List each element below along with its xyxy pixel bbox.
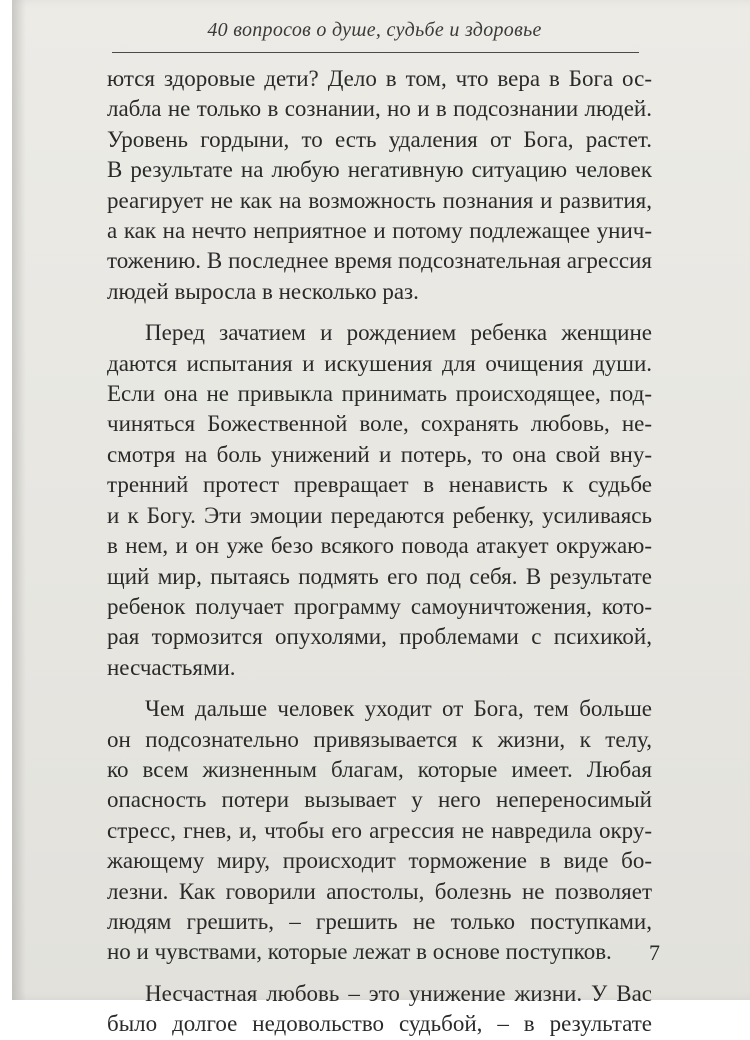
paragraph-2 (107, 318, 652, 683)
text-line: ребенок получает программу самоуничтожения, кото- (107, 593, 652, 619)
page-number: 7 (649, 940, 660, 965)
text-line: рая тормозится опухолями, проблемами с психикой, (107, 624, 652, 650)
text-line: но и чувствами, которые лежат в основе поступков. (107, 939, 612, 965)
text-line: было долгое недовольство судьбой, – в результате (107, 1011, 652, 1037)
paragraph-4 (107, 979, 652, 1040)
text-line: Если она не привыкла принимать происходящее, под- (107, 381, 652, 407)
text-line: опасность потери вызывает у него непереносимый (107, 787, 652, 813)
text-line: людям грешить, – грешить не только поступками, (107, 908, 652, 934)
text-line: Перед зачатием и рождением ребенка женщине (145, 320, 652, 346)
text-line: тожению. В последнее время подсознательная агрессия (107, 248, 652, 274)
text-line: несчастьями. (107, 654, 236, 680)
text-line: ко всем жизненным благам, которые имеет. Любая (107, 756, 652, 782)
running-head: 40 вопросов о душе, судьбе и здоровье (207, 19, 542, 41)
text-line: в нем, и он уже безо всякого повода атакует окружаю- (107, 533, 652, 559)
text-line: а как на нечто неприятное и потому подлежащее унич- (107, 218, 652, 244)
text-line: и к Богу. Эти эмоции передаются ребенку, усиливаясь (107, 502, 652, 528)
text-line: людей выросла в несколько раз. (107, 278, 419, 304)
paragraph-1 (107, 64, 652, 307)
text-line: Уровень гордыни, то есть удаления от Бога, растет. (107, 126, 652, 152)
text-line: даются испытания и искушения для очищения души. (107, 350, 652, 376)
text-line: чиняться Божественной воле, сохранять любовь, не- (107, 411, 652, 437)
text-line: он подсознательно привязывается к жизни, к телу, (107, 726, 652, 752)
text-line: Чем дальше человек уходит от Бога, тем больше (145, 696, 652, 722)
header-rule (112, 52, 639, 53)
book-page (12, 0, 750, 1037)
text-line: В результате на любую негативную ситуацию человек (107, 157, 652, 183)
text-line: лезни. Как говорили апостолы, болезнь не позволяет (107, 878, 652, 904)
paragraph-3 (107, 694, 652, 968)
text-line: смотря на боль унижений и потерь, то она свой вну- (107, 441, 652, 467)
text-line: Несчастная любовь – это унижение жизни. У Вас (145, 980, 652, 1006)
text-line: тренний протест превращает в ненависть к судьбе (107, 472, 652, 498)
text-line: стресс, гнев, и, чтобы его агрессия не навредила окру- (107, 817, 652, 843)
text-line: жающему миру, происходит торможение в виде бо- (107, 848, 652, 874)
text-line: ются здоровые дети? Дело в том, что вера в Бога ос- (107, 66, 652, 91)
text-line: щий мир, пытаясь подмять его под себя. В результате (107, 563, 652, 589)
text-line: лабла не только в сознании, но и в подсознании людей. (107, 96, 652, 122)
text-line: реагирует не как на возможность познания и развития, (107, 187, 652, 213)
body-text (107, 64, 652, 1040)
